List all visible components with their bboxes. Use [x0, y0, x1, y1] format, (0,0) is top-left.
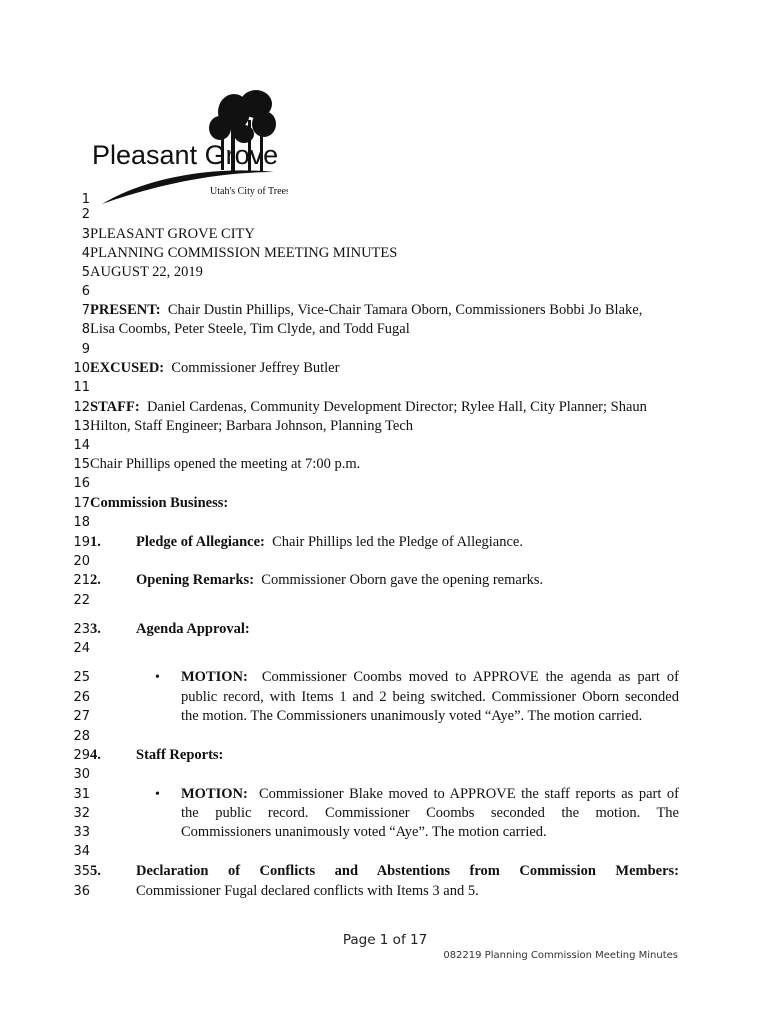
line-34 — [0, 842, 770, 861]
bullet-icon: • — [155, 787, 160, 802]
line-11 — [0, 378, 770, 397]
line-number: 10 — [73, 361, 90, 376]
line-2 — [0, 205, 770, 224]
line-13 — [0, 417, 770, 436]
line-10 — [0, 359, 770, 378]
item-heading: Staff Reports: — [136, 747, 224, 763]
line-30 — [0, 765, 770, 784]
item-heading: Declaration of Conflicts and Abstentions from Commission Members: — [136, 863, 679, 879]
line-number: 17 — [73, 496, 90, 511]
meeting-heading: PLANNING COMMISSION MEETING MINUTES — [90, 245, 398, 261]
motion-text-cont: the motion. The Commissioners unanimously voted “Aye”. The motion carried. — [181, 708, 643, 724]
item-heading: Opening Remarks: — [136, 572, 255, 588]
item-heading: Pledge of Allegiance: — [136, 534, 265, 550]
motion-text — [181, 668, 679, 687]
line-number: 18 — [73, 515, 90, 530]
excused-text: Commissioner Jeffrey Butler — [171, 360, 340, 376]
excused-label: EXCUSED: — [90, 360, 165, 376]
item-heading: Agenda Approval: — [136, 621, 250, 637]
staff-line — [90, 398, 647, 417]
meeting-date: AUGUST 22, 2019 — [90, 264, 203, 280]
line-number: 15 — [73, 457, 90, 472]
line-number: 27 — [73, 709, 90, 724]
item-body: Commissioner Oborn gave the opening remarks. — [261, 572, 544, 588]
line-number: 12 — [73, 400, 90, 415]
line-22 — [0, 591, 770, 610]
page-number: Page 1 of 17 — [342, 932, 428, 948]
line-8 — [0, 320, 770, 339]
line-number: 28 — [73, 729, 90, 744]
item-number: 3. — [90, 621, 101, 637]
line-31 — [0, 785, 770, 804]
line-number: 7 — [81, 303, 90, 318]
line-23 — [0, 620, 770, 639]
line-12 — [0, 398, 770, 417]
logo-tagline: Utah's City of Trees — [210, 186, 288, 197]
line-7 — [0, 301, 770, 320]
line-number: 22 — [73, 593, 90, 608]
line-9 — [0, 340, 770, 359]
line-27 — [0, 707, 770, 726]
line-35 — [0, 862, 770, 881]
line-number: 32 — [73, 806, 90, 821]
staff-text-cont: Hilton, Staff Engineer; Barbara Johnson, Planning Tech — [90, 418, 414, 434]
present-text-cont: Lisa Coombs, Peter Steele, Tim Clyde, and Todd Fugal — [90, 321, 410, 337]
line-number: 1 — [81, 192, 90, 207]
line-28 — [0, 727, 770, 746]
document-name: 082219 Planning Commission Meeting Minutes — [443, 950, 678, 961]
motion-label: MOTION: — [181, 669, 248, 685]
line-number: 21 — [73, 573, 90, 588]
line-number: 9 — [81, 342, 90, 357]
line-number: 30 — [73, 767, 90, 782]
line-number: 16 — [73, 476, 90, 491]
line-number: 33 — [73, 825, 90, 840]
present-label: PRESENT: — [90, 302, 161, 318]
line-number: 20 — [73, 554, 90, 569]
line-number: 11 — [73, 380, 90, 395]
line-number: 4 — [81, 246, 90, 261]
line-5 — [0, 263, 770, 282]
line-number: 29 — [73, 748, 90, 763]
opening-text: Chair Phillips opened the meeting at 7:00 p.m. — [90, 456, 361, 472]
line-3 — [0, 225, 770, 244]
line-6 — [0, 282, 770, 301]
line-14 — [0, 436, 770, 455]
motion-text-cont: the public record. Commissioner Coombs seconded the motion. The — [181, 805, 679, 821]
present-line — [90, 301, 642, 320]
line-number: 36 — [73, 884, 90, 899]
line-number: 25 — [73, 670, 90, 685]
line-18 — [0, 513, 770, 532]
line-number: 2 — [81, 207, 90, 222]
logo-city-name: Pleasant Grove — [92, 140, 279, 170]
motion-body: Commissioner Coombs moved to APPROVE the agenda as part of — [261, 669, 679, 685]
line-number: 5 — [81, 265, 90, 280]
motion-body: Commissioner Blake moved to APPROVE the staff reports as part of — [258, 786, 679, 802]
city-heading: PLEASANT GROVE CITY — [90, 226, 255, 242]
item-text — [136, 571, 543, 590]
line-15 — [0, 455, 770, 474]
line-number: 35 — [73, 864, 90, 879]
motion-text — [181, 785, 679, 804]
line-36 — [0, 882, 770, 901]
line-17 — [0, 494, 770, 513]
section-heading: Commission Business: — [90, 495, 229, 511]
item-number: 4. — [90, 747, 101, 763]
line-number: 24 — [73, 641, 90, 656]
line-number: 14 — [73, 438, 90, 453]
present-text: Chair Dustin Phillips, Vice-Chair Tamara Oborn, Commissioners Bobbi Jo Blake, — [167, 302, 643, 318]
item-number: 2. — [90, 572, 101, 588]
line-29 — [0, 746, 770, 765]
line-16 — [0, 474, 770, 493]
motion-label: MOTION: — [181, 786, 248, 802]
item-number: 1. — [90, 534, 101, 550]
item-text — [136, 533, 523, 552]
staff-label: STAFF: — [90, 399, 140, 415]
line-number: 26 — [73, 690, 90, 705]
line-20 — [0, 552, 770, 571]
line-number: 13 — [73, 419, 90, 434]
motion-text-cont: Commissioners unanimously voted “Aye”. The motion carried. — [181, 824, 547, 840]
line-33 — [0, 823, 770, 842]
line-number: 8 — [81, 322, 90, 337]
staff-text: Daniel Cardenas, Community Development Director; Rylee Hall, City Planner; Shaun — [146, 399, 647, 415]
line-4 — [0, 244, 770, 263]
line-number: 3 — [81, 227, 90, 242]
motion-text-cont: public record, with Items 1 and 2 being switched. Commissioner Oborn seconded — [181, 689, 679, 705]
line-19 — [0, 533, 770, 552]
line-number: 31 — [73, 787, 90, 802]
line-32 — [0, 804, 770, 823]
line-number: 34 — [73, 844, 90, 859]
excused-line — [90, 359, 339, 378]
line-26 — [0, 688, 770, 707]
line-number: 23 — [73, 622, 90, 637]
item-number: 5. — [90, 863, 101, 879]
line-24 — [0, 639, 770, 658]
line-25 — [0, 668, 770, 687]
item-body: Chair Phillips led the Pledge of Allegiance. — [272, 534, 523, 550]
line-number: 6 — [81, 284, 90, 299]
line-21 — [0, 571, 770, 590]
bullet-icon: • — [155, 670, 160, 685]
item-body: Commissioner Fugal declared conflicts with Items 3 and 5. — [136, 883, 479, 899]
line-number: 19 — [73, 535, 90, 550]
